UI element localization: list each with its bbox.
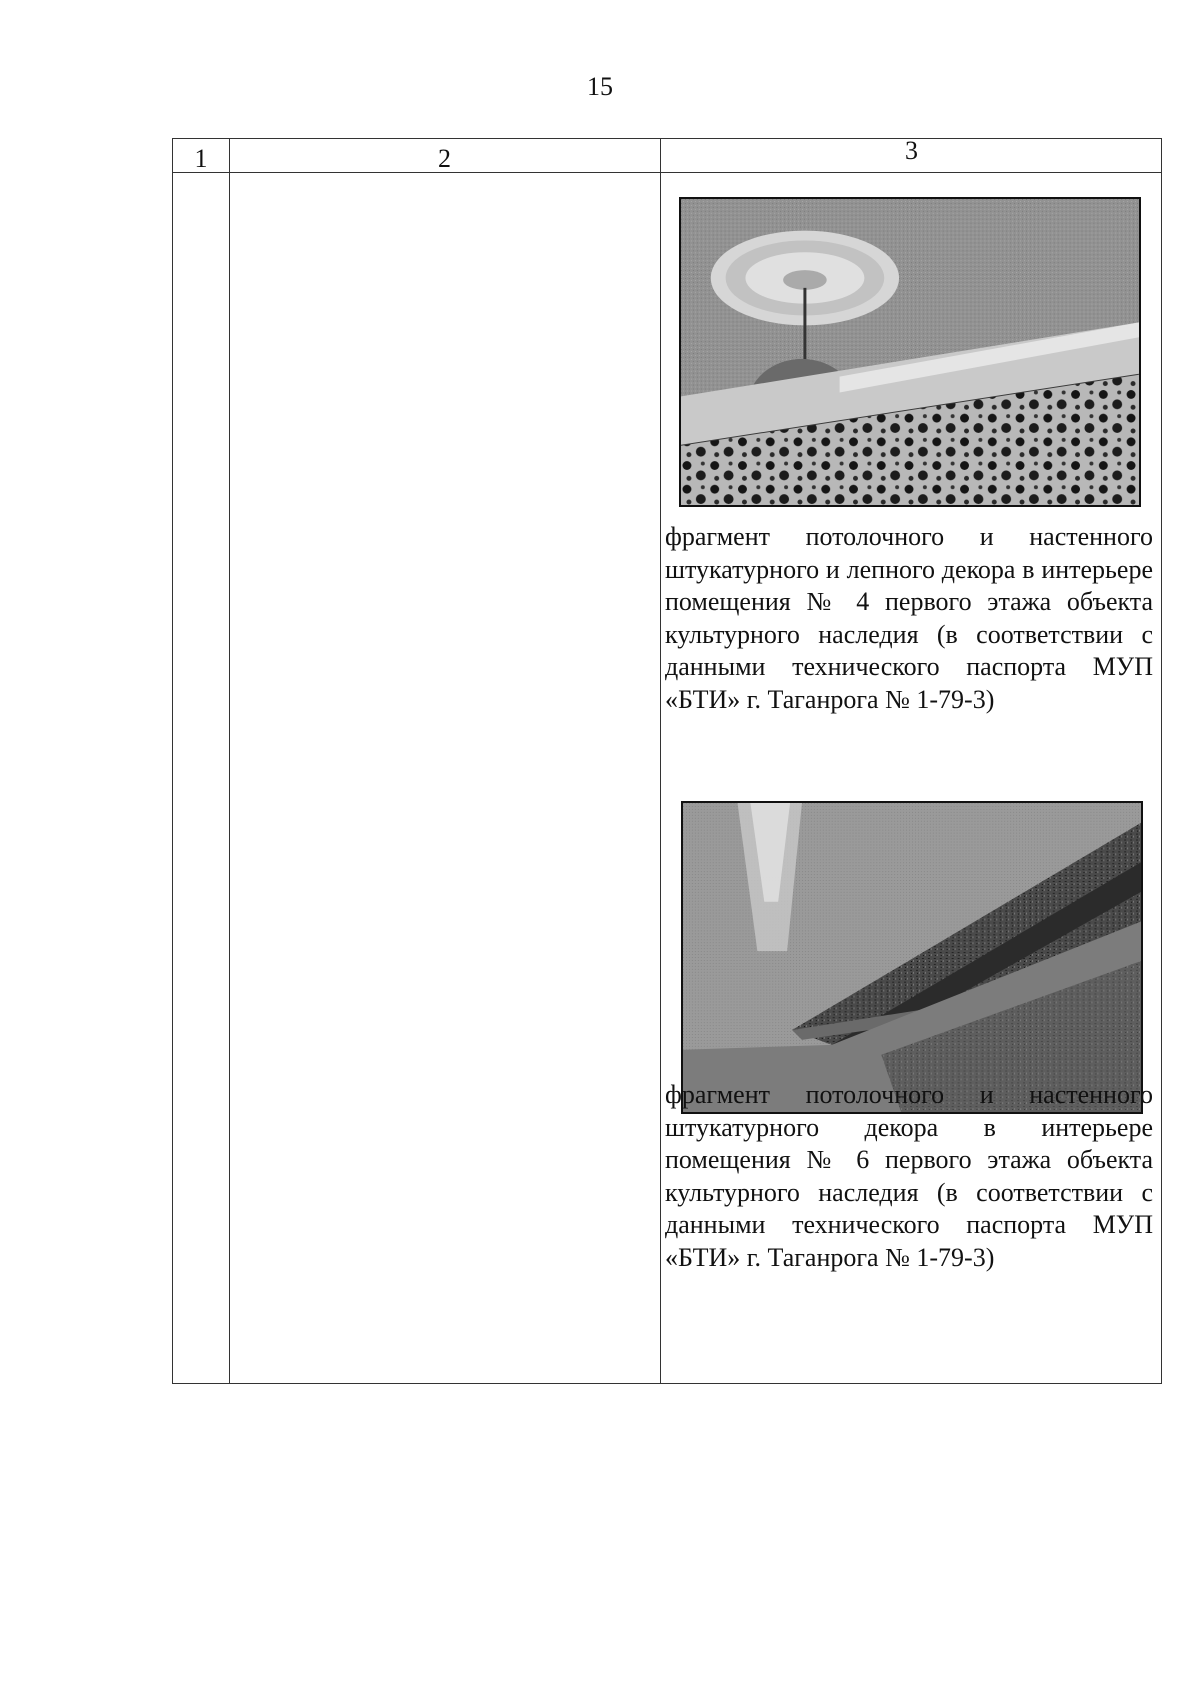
column-divider [229, 139, 230, 1383]
ceiling-rosette-image [681, 199, 1139, 505]
heritage-table [172, 138, 1162, 1384]
column-header-1: 1 [194, 144, 208, 173]
column-header-3: 3 [905, 136, 918, 165]
photo-caption-1: фрагмент потолочного и настенного штукатурного и лепного декора в интерьере помещения № 4 первого этажа объекта культурного наследия (в соответствии с данными технического паспорта МУП «БТИ» г. Таганрога № 1-79-3) [665, 522, 1153, 714]
column-divider [660, 139, 661, 1383]
page-number: 15 [587, 72, 613, 101]
ceiling-cornice-image [683, 803, 1141, 1112]
column-header-2: 2 [438, 144, 451, 173]
photo-caption-2: фрагмент потолочного и настенного штукатурного декора в интерьере помещения № 6 первого этажа объекта культурного наследия (в соответствии с данными технического паспорта МУП «БТИ» г. Таганрога № 1-79-3) [665, 1080, 1153, 1272]
ceiling-cornice-photo [681, 801, 1143, 1114]
ceiling-rosette-photo [679, 197, 1141, 507]
